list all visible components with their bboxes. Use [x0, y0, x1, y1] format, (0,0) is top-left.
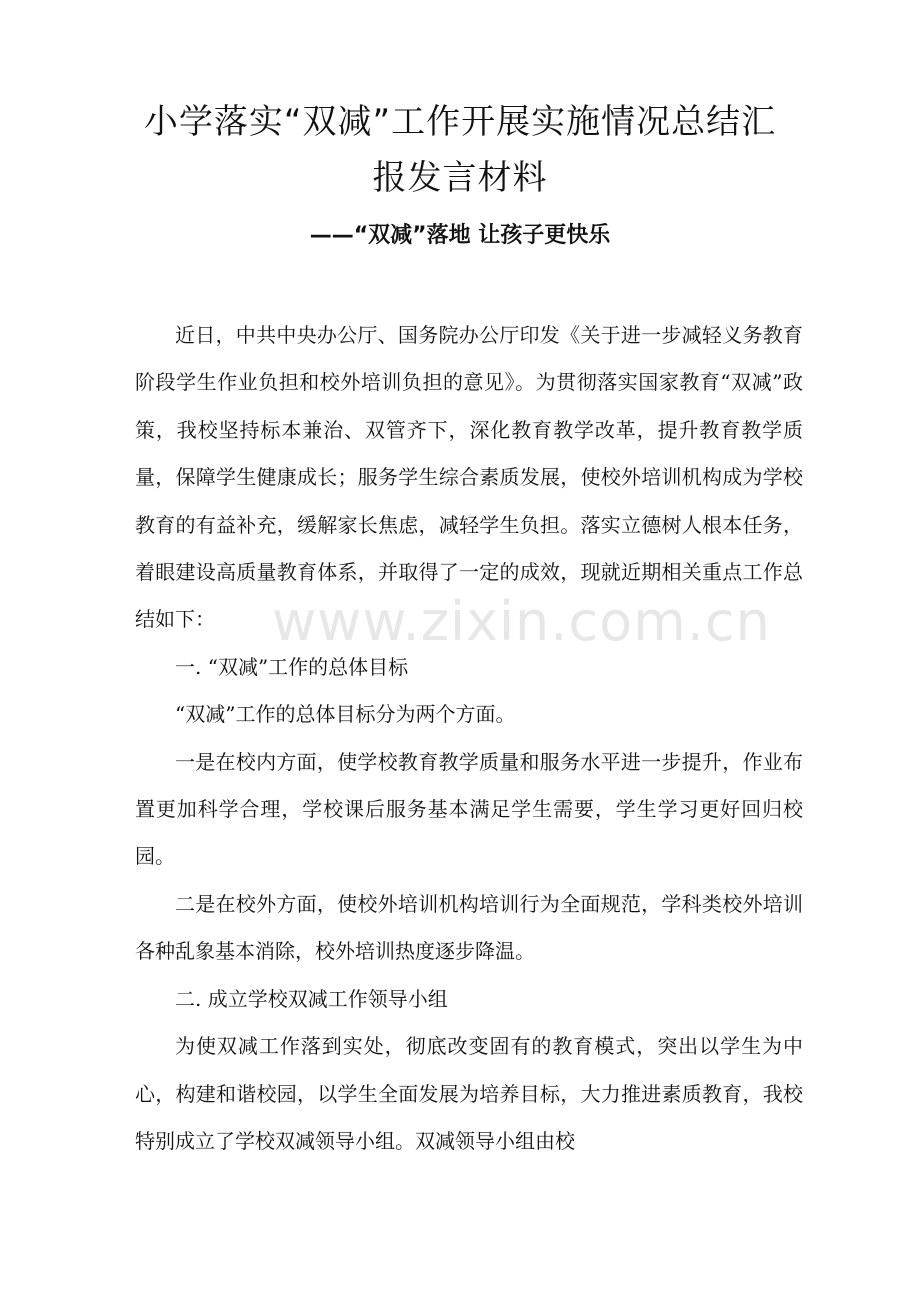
- document-title-line-2: 报发言材料: [372, 158, 548, 198]
- section-heading-1: 一. “双减”工作的总体目标: [175, 654, 409, 679]
- document-body: [135, 312, 803, 1165]
- paragraph: 二是在校外方面，使校外培训机构培训行为全面规范，学科类校外培训各种乱象基本消除，校外培训热度逐步降温。: [135, 891, 803, 964]
- document-subtitle: ——“双减”落地 让孩子更快乐: [309, 223, 611, 248]
- document-title-line-1: 小学落实“双减”工作开展实施情况总结汇: [143, 102, 777, 142]
- section-heading-2: 二. 成立学校双减工作领导小组: [175, 986, 448, 1011]
- paragraph: 为使双减工作落到实处，彻底改变固有的教育模式，突出以学生为中心，构建和谐校园，以学生全面发展为培养目标，大力推进素质教育，我校特别成立了学校双减领导小组。双减领导小组由校: [135, 1034, 803, 1153]
- paragraph-intro: 近日，中共中央办公厅、国务院办公厅印发《关于进一步减轻义务教育阶段学生作业负担和校外培训负担的意见》。为贯彻落实国家教育“双减”政策，我校坚持标本兼治、双管齐下，深化教育教学改革，提升教育教学质量，保障学生健康成长；服务学生综合素质发展，使校外培训机构成为学校教育的有益补充，缓解家长焦虑，减轻学生负担。落实立德树人根本任务，着眼建设高质量教育体系，并取得了一定的成效，现就近期相关重点工作总结如下：: [135, 323, 803, 632]
- paragraph: 一是在校内方面，使学校教育教学质量和服务水平进一步提升，作业布置更加科学合理，学校课后服务基本满足学生需要，学生学习更好回归校园。: [135, 749, 803, 869]
- paragraph: “双减”工作的总体目标分为两个方面。: [175, 702, 516, 727]
- watermark: www.zixin.com.cn: [272, 590, 771, 653]
